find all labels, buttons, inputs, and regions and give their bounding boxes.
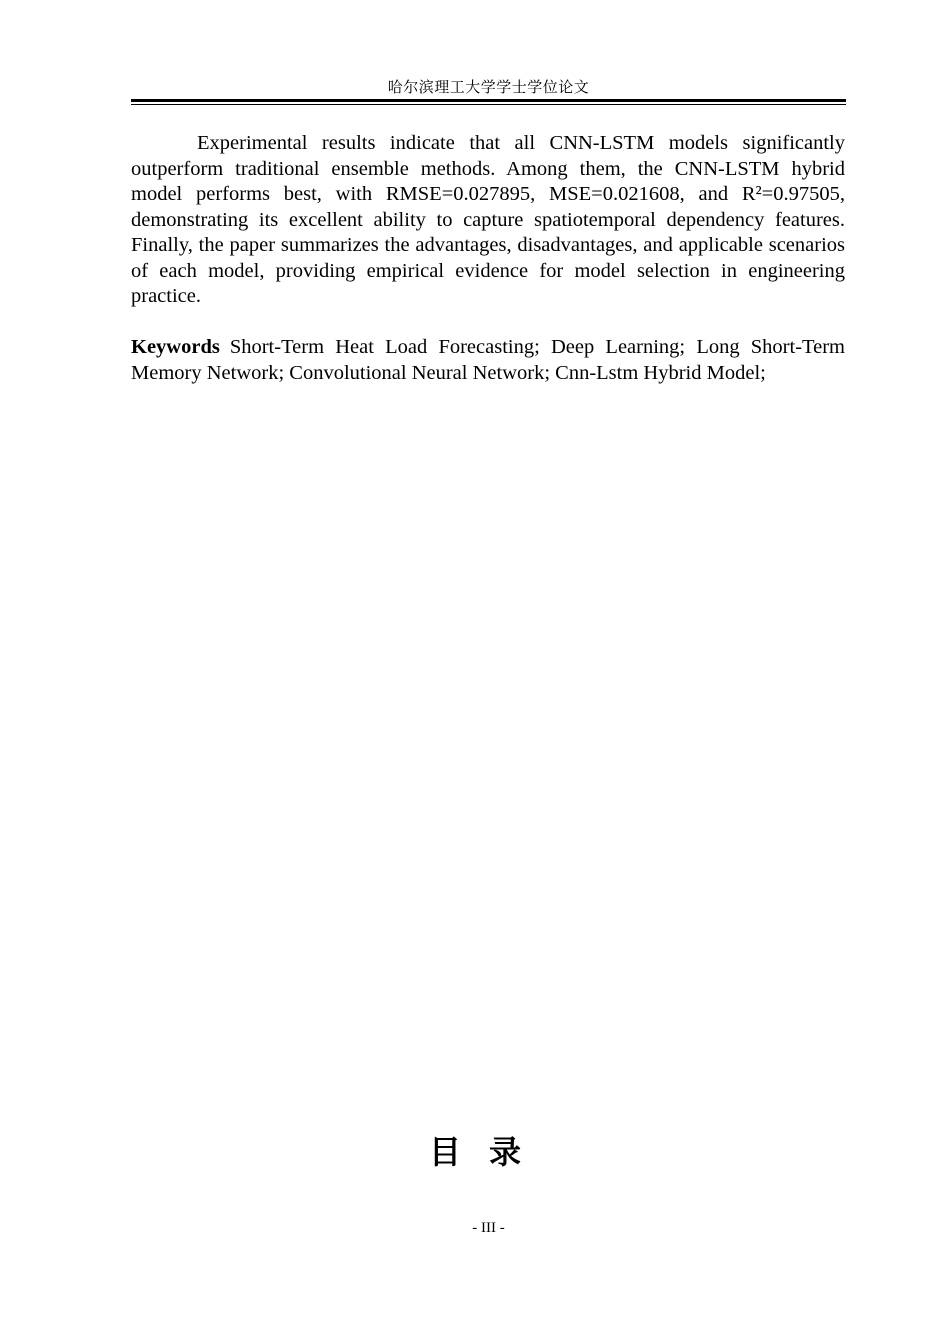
header-rule-thin [131,104,846,105]
running-header: 哈尔滨理工大学学士学位论文 [387,80,590,96]
keywords-line [131,334,845,386]
header-rule-thick [131,99,846,102]
page-number: - III - [472,1220,505,1236]
keywords-label: Keywords [131,336,220,358]
abstract-paragraph: Experimental results indicate that all CNN-LSTM models significantly outperform traditional ensemble methods. Among them, the CNN-LSTM hybrid model performs best, with RMSE=0.027895, MSE=0.021608, and R²=0.97505, demonstrating its excellent ability to capture spatiotemporal dependency features. Finally, the paper summarizes the advantages, disadvantages, and applicable scenarios of each model, providing empirical evidence for model selection in engineering practice. [131,132,845,307]
toc-title: 目录 [428,1133,549,1171]
keywords-text: Short-Term Heat Load Forecasting; Deep Learning; Long Short-Term Memory Network; Convolutional Neural Network; Cnn-Lstm Hybrid Model; [131,336,845,384]
